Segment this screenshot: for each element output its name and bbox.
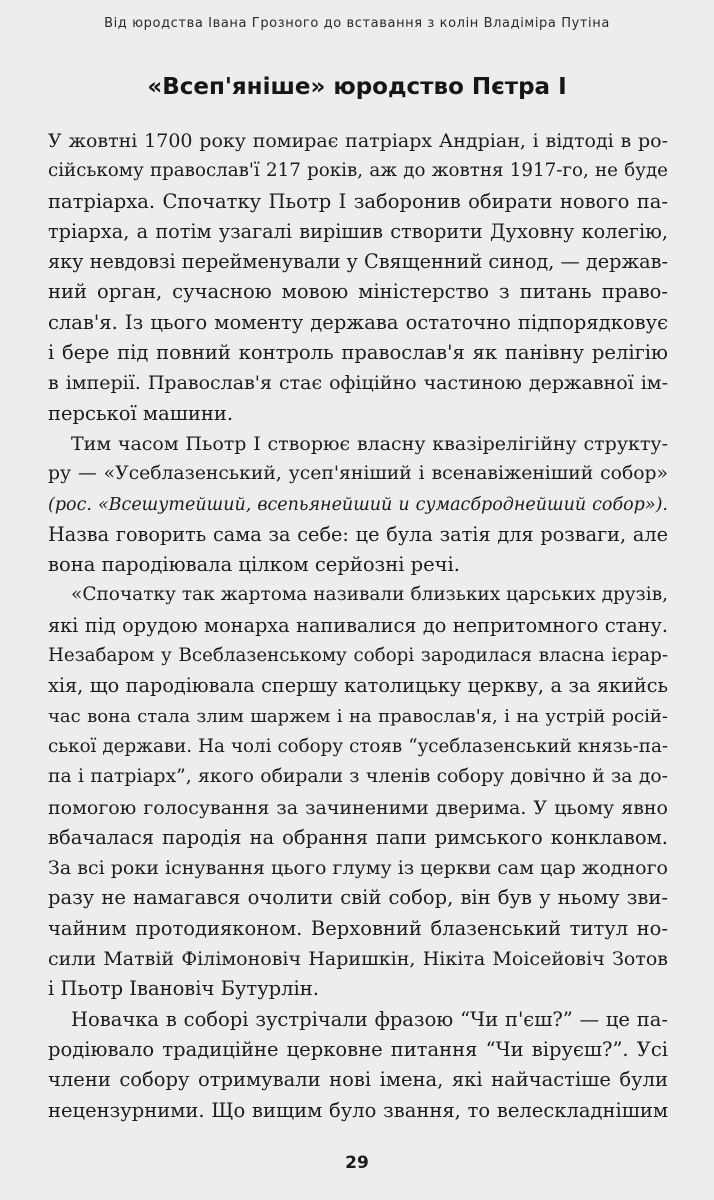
text-line: чайним протодияконом. Верховний блазенський титул но- <box>48 916 668 940</box>
text-line: родіювало традиційне церковне питання “Чи віруєш?”. Усі <box>48 1037 668 1061</box>
text-line: яку невдовзі перейменували у Священний синод, — держав- <box>48 250 668 274</box>
paragraph-3 <box>48 580 668 1004</box>
page-number: 29 <box>345 1153 369 1173</box>
text-line: «Спочатку так жартома називали близьких царських друзів, <box>71 584 668 606</box>
text-line: які під орудою монарха напивалися до непритомного стану. <box>48 613 668 637</box>
text-line: тріарха, а потім узагалі вирішив створити Духовну колегію, <box>48 219 668 243</box>
text-line: і бере під повний контроль православ'я як панівну релігію <box>48 341 668 365</box>
paragraph-4 <box>48 1005 668 1126</box>
text-line: Тим часом Пьотр I створює власну квазірелігійну структу- <box>71 432 668 455</box>
text-line: нецензурними. Що вищим було звання, то велескладнішим <box>48 1098 668 1122</box>
italic-text-line: (рос. «Всешутейший, всепьянейший и сумасброднейший собор»). <box>48 494 668 515</box>
paragraph-1 <box>48 126 668 429</box>
text-line: помогою голосування за зачиненими дверима. У цьому явно <box>48 796 668 819</box>
text-line: перської машини. <box>48 401 234 425</box>
text-line: па і патріарх”, якого обирали з членів собору довічно й за до- <box>48 766 668 788</box>
text-line: сійському православ'ї 217 років, аж до жовтня 1917-го, не буде <box>48 160 668 182</box>
text-line: Новачка в соборі зустрічали фразою “Чи п'єш?” — це па- <box>71 1007 668 1031</box>
text-line: в імперії. Православ'я стає офіційно частиною державної ім- <box>48 372 668 395</box>
text-line: ської держави. На чолі собору стояв “усеблазенський князь-па- <box>48 735 668 757</box>
paragraph-2 <box>48 429 668 580</box>
text-line: вона пародіювала цілком серйозні речі. <box>48 553 460 577</box>
text-line: У жовтні 1700 року помирає патріарх Андріан, і відтоді в ро- <box>48 130 668 152</box>
text-line: разу не намагався очолити свій собор, він був у ньому зви- <box>48 886 668 910</box>
text-line: хія, що пародіювала спершу католицьку церкву, а за якийсь <box>48 674 668 698</box>
text-line: вбачалася пародія на обрання папи римського конклавом. <box>48 825 668 849</box>
text-line: ний орган, сучасною мовою міністерство з питань право- <box>48 280 668 304</box>
text-line: члени собору отримували нові імена, які найчастіше були <box>48 1068 668 1092</box>
text-line: Назва говорить сама за себе: це була затія для розваги, але <box>48 522 668 546</box>
text-line: час вона стала злим шаржем і на православ'я, і на устрій росій- <box>48 705 668 727</box>
text-line: слав'я. Із цього моменту держава остаточно підпорядковує <box>48 310 668 334</box>
body-text <box>48 126 668 1126</box>
section-title: «Всеп'яніше» юродство Пєтра I <box>147 74 567 100</box>
running-head: Від юродства Івана Грозного до вставання з колін Владіміра Путіна <box>104 16 610 31</box>
text-line: і Пьотр Івановіч Бутурлін. <box>48 977 319 1001</box>
text-line: ру — «Усеблазенський, усеп'яніший і всенавіженіший собор» <box>48 463 668 485</box>
text-line: Незабаром у Всеблазенському соборі зародилася власна ієрар- <box>48 645 668 667</box>
text-line: сили Матвій Філімоновіч Наришкін, Нікіта Моісейовіч Зотов <box>48 948 668 971</box>
text-line: патріарха. Спочатку Пьотр I заборонив обирати нового па- <box>48 189 668 213</box>
text-line: За всі роки існування цього глуму із церкви сам цар жодного <box>48 857 668 880</box>
